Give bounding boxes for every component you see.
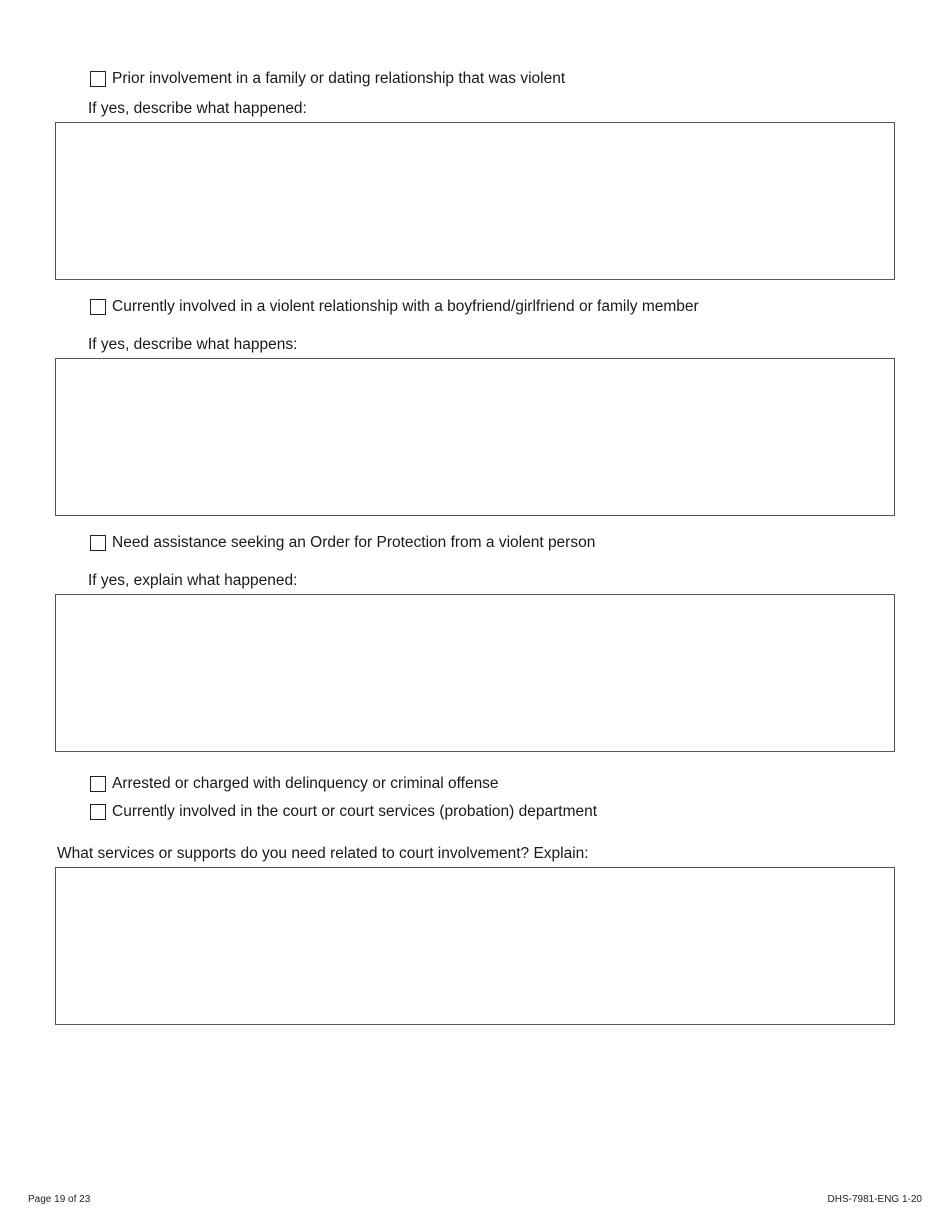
- order-for-protection-explanation-field[interactable]: [55, 594, 895, 752]
- court-services-label: Currently involved in the court or court services (probation) department: [112, 803, 598, 820]
- order-for-protection-label: Need assistance seeking an Order for Protection from a violent person: [112, 534, 596, 551]
- arrested-charged-row: [90, 774, 499, 794]
- court-services-checkbox[interactable]: [90, 804, 106, 820]
- court-services-prompt: What services or supports do you need related to court involvement? Explain:: [57, 845, 589, 862]
- prior-violent-relationship-row: [90, 69, 565, 89]
- page-number: Page 19 of 23: [28, 1194, 91, 1205]
- order-for-protection-checkbox[interactable]: [90, 535, 106, 551]
- current-violent-relationship-label: Currently involved in a violent relationship with a boyfriend/girlfriend or family member: [112, 298, 699, 315]
- current-violent-relationship-row: [90, 297, 699, 317]
- prior-violent-relationship-checkbox[interactable]: [90, 71, 106, 87]
- arrested-charged-label: Arrested or charged with delinquency or criminal offense: [112, 775, 499, 792]
- order-for-protection-prompt: If yes, explain what happened:: [88, 572, 298, 589]
- current-violent-description-field[interactable]: [55, 358, 895, 516]
- arrested-charged-checkbox[interactable]: [90, 776, 106, 792]
- prior-violent-relationship-label: Prior involvement in a family or dating relationship that was violent: [112, 70, 566, 87]
- current-violent-prompt: If yes, describe what happens:: [88, 336, 298, 353]
- prior-violent-prompt: If yes, describe what happened:: [88, 100, 307, 117]
- court-services-row: [90, 802, 597, 822]
- prior-violent-description-field[interactable]: [55, 122, 895, 280]
- form-id: DHS-7981-ENG 1-20: [827, 1194, 922, 1205]
- order-for-protection-row: [90, 533, 595, 553]
- current-violent-relationship-checkbox[interactable]: [90, 299, 106, 315]
- court-services-explanation-field[interactable]: [55, 867, 895, 1025]
